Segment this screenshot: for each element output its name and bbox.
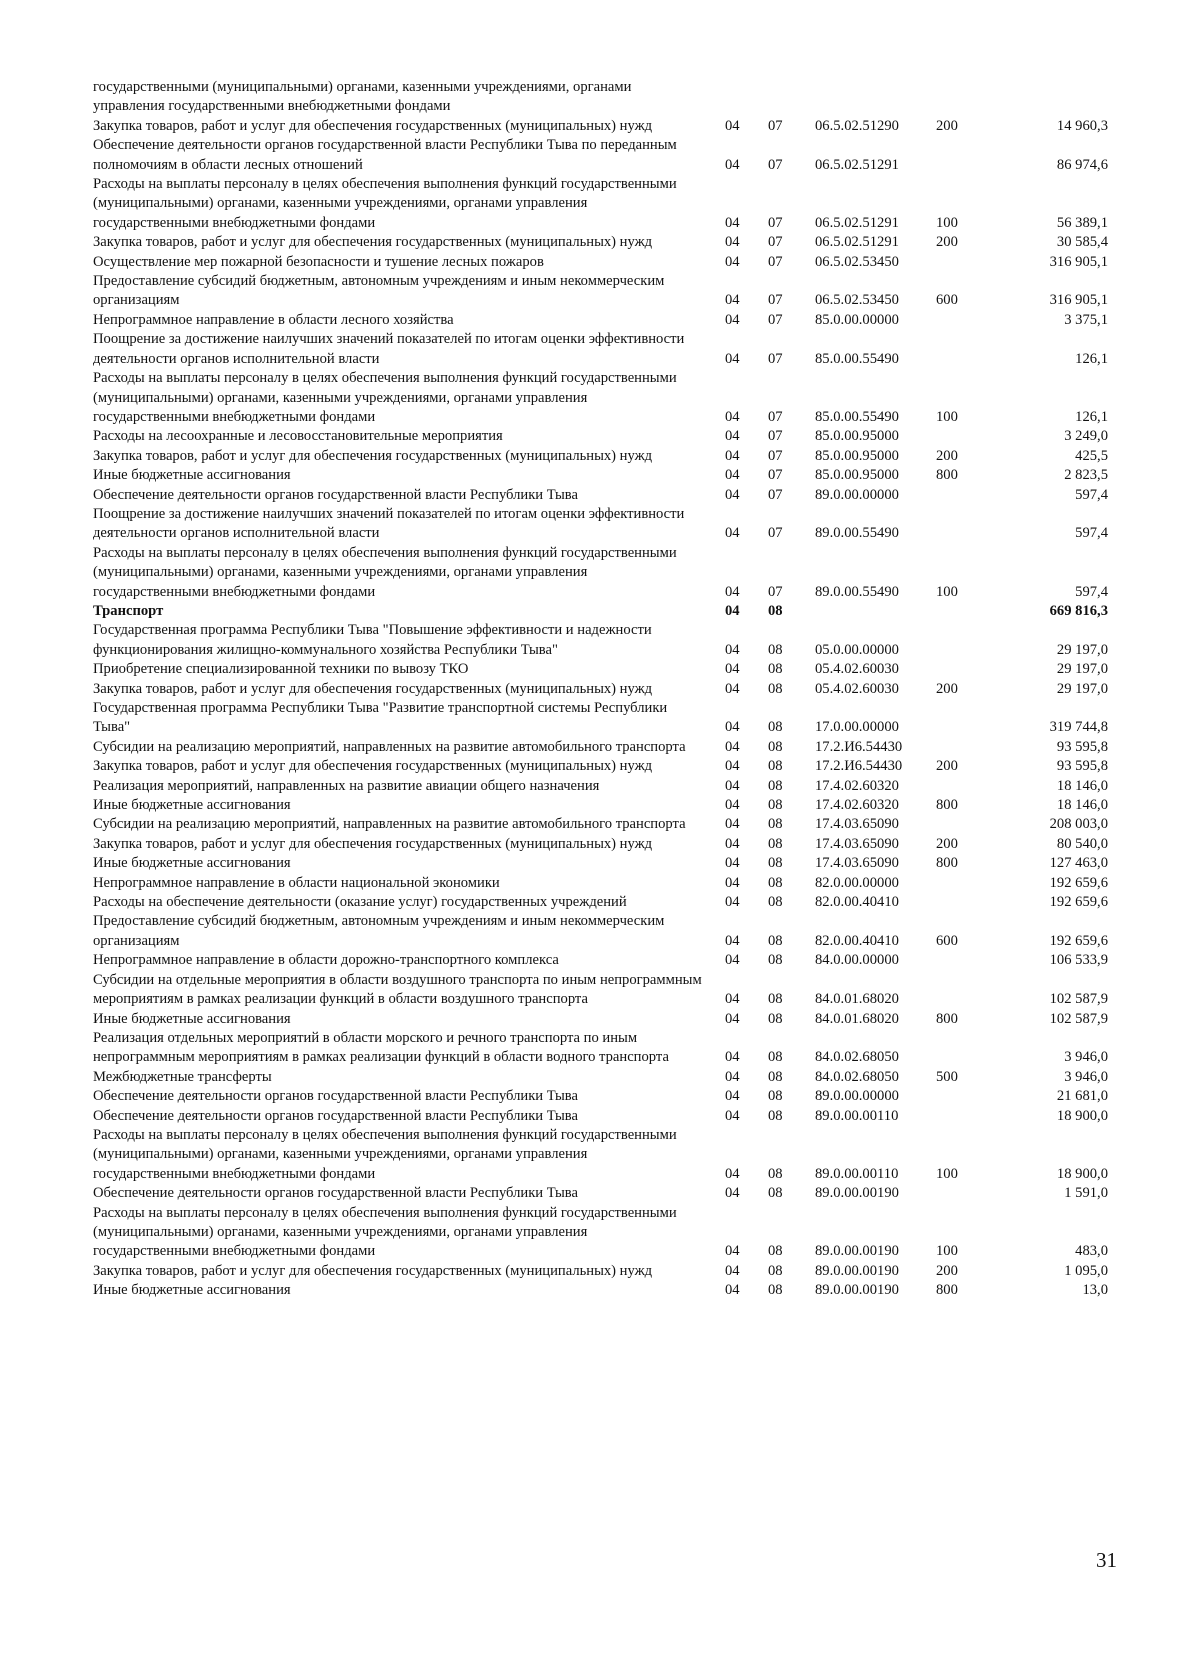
table-row [93,369,1108,427]
subsection-code: 08 [768,894,783,911]
expense-type-code: 200 [936,234,958,251]
amount: 192 659,6 [1049,894,1108,911]
target-article-code: 85.0.00.95000 [815,447,899,464]
target-article-code: 06.5.02.53450 [815,292,899,309]
target-article-code: 17.0.00.00000 [815,719,899,736]
section-code: 04 [725,719,740,736]
target-article-code: 06.5.02.51291 [815,156,899,173]
target-article-code: 89.0.00.00190 [815,1243,899,1260]
table-row [93,466,1108,485]
section-code: 04 [725,408,740,425]
amount: 29 197,0 [1056,641,1108,658]
target-article-code: 85.0.00.55490 [815,350,899,367]
target-article-code: 06.5.02.51291 [815,214,899,231]
target-article-code: 89.0.00.00000 [815,1088,899,1105]
section-code: 04 [725,292,740,309]
section-code: 04 [725,1262,740,1279]
table-row [93,912,1108,951]
row-description: Иные бюджетные ассигнования [93,1010,291,1027]
row-description: Межбюджетные трансферты [93,1068,272,1085]
row-description: Иные бюджетные ассигнования [93,467,291,484]
subsection-code: 08 [768,661,783,678]
amount: 93 595,8 [1056,738,1108,755]
subsection-code: 08 [768,1282,783,1299]
section-code: 04 [725,797,740,814]
subsection-code: 08 [768,719,783,736]
amount: 597,4 [1075,486,1108,503]
table-row [93,311,1108,330]
amount: 21 681,0 [1056,1088,1108,1105]
row-description: Закупка товаров, работ и услуг для обеспечения государственных (муниципальных) нужд [93,117,653,134]
amount: 86 974,6 [1056,156,1108,173]
subsection-code: 07 [768,486,783,503]
section-code: 04 [725,991,740,1008]
target-article-code: 84.0.02.68050 [815,1049,899,1066]
subsection-code: 08 [768,952,783,969]
subsection-code: 08 [768,932,783,949]
target-article-code: 85.0.00.55490 [815,408,899,425]
subsection-code: 07 [768,214,783,231]
section-code: 04 [725,1243,740,1260]
amount: 425,5 [1075,447,1108,464]
amount: 29 197,0 [1056,661,1108,678]
expense-type-code: 100 [936,1243,958,1260]
table-row [93,505,1108,544]
table-row [93,1262,1108,1281]
section-code: 04 [725,738,740,755]
section-code: 04 [725,447,740,464]
amount: 18 900,0 [1056,1165,1108,1182]
section-code: 04 [725,1107,740,1124]
table-row [93,777,1108,796]
row-description: Расходы на лесоохранные и лесовосстановительные мероприятия [93,428,503,445]
subsection-code: 08 [768,680,783,697]
row-description: Предоставление субсидий бюджетным, автономным учреждениям и иным некоммерческим организациям [93,913,665,949]
subsection-code: 07 [768,350,783,367]
section-code: 04 [725,1068,740,1085]
amount: 30 585,4 [1056,234,1108,251]
subsection-code: 07 [768,311,783,328]
table-row [93,602,1108,621]
row-description: Осуществление мер пожарной безопасности и тушение лесных пожаров [93,253,544,270]
amount: 597,4 [1075,525,1108,542]
section-code: 04 [725,855,740,872]
table-row [93,175,1108,233]
section-code: 04 [725,311,740,328]
row-description: Расходы на выплаты персоналу в целях обеспечения выполнения функций государственными (муниципальными) органами, казенными учреждениями, органами управления государственными внебюджетными фондами [93,544,677,600]
section-code: 04 [725,661,740,678]
subsection-code: 08 [768,991,783,1008]
row-description: Непрограммное направление в области лесного хозяйства [93,311,454,328]
target-article-code: 06.5.02.51291 [815,234,899,251]
table-row [93,835,1108,854]
section-code: 04 [725,1049,740,1066]
row-description: Расходы на выплаты персоналу в целях обеспечения выполнения функций государственными (муниципальными) органами, казенными учреждениями, органами управления государственными внебюджетными фондами [93,1204,677,1260]
subsection-code: 08 [768,602,783,619]
expense-type-code: 500 [936,1068,958,1085]
subsection-code: 07 [768,117,783,134]
amount: 126,1 [1075,350,1108,367]
amount: 106 533,9 [1049,952,1108,969]
target-article-code: 89.0.00.00190 [815,1262,899,1279]
row-description: Иные бюджетные ассигнования [93,855,291,872]
row-description: Государственная программа Республики Тыва "Развитие транспортной системы Республики Тыва" [93,700,668,736]
table-row [93,815,1108,834]
amount: 29 197,0 [1056,680,1108,697]
row-description: Закупка товаров, работ и услуг для обеспечения государственных (муниципальных) нужд [93,680,653,697]
subsection-code: 08 [768,641,783,658]
table-row [93,1087,1108,1106]
section-code: 04 [725,1088,740,1105]
subsection-code: 08 [768,1010,783,1027]
table-row [93,1204,1108,1262]
amount: 1 591,0 [1064,1185,1108,1202]
expense-type-code: 800 [936,797,958,814]
amount: 18 146,0 [1056,777,1108,794]
table-row [93,660,1108,679]
subsection-code: 07 [768,156,783,173]
expense-type-code: 800 [936,855,958,872]
amount: 126,1 [1075,408,1108,425]
amount: 14 960,3 [1056,117,1108,134]
subsection-code: 08 [768,1262,783,1279]
table-row [93,699,1108,738]
section-code: 04 [725,952,740,969]
table-row [93,1107,1108,1126]
row-description: Закупка товаров, работ и услуг для обеспечения государственных (муниципальных) нужд [93,835,653,852]
section-code: 04 [725,486,740,503]
subsection-code: 07 [768,253,783,270]
subsection-code: 08 [768,1088,783,1105]
subsection-code: 07 [768,525,783,542]
table-row [93,253,1108,272]
target-article-code: 17.4.03.65090 [815,835,899,852]
table-row [93,971,1108,1010]
expense-type-code: 600 [936,292,958,309]
target-article-code: 05.4.02.60030 [815,661,899,678]
row-description: Иные бюджетные ассигнования [93,797,291,814]
row-description: Закупка товаров, работ и услуг для обеспечения государственных (муниципальных) нужд [93,1262,653,1279]
expense-type-code: 200 [936,447,958,464]
row-description: Обеспечение деятельности органов государственной власти Республики Тыва [93,1107,578,1124]
expense-type-code: 600 [936,932,958,949]
amount: 102 587,9 [1049,1010,1108,1027]
expense-type-code: 100 [936,214,958,231]
subsection-code: 08 [768,1243,783,1260]
section-code: 04 [725,641,740,658]
table-row [93,1010,1108,1029]
row-description: Обеспечение деятельности органов государственной власти Республики Тыва [93,1088,578,1105]
subsection-code: 07 [768,292,783,309]
section-code: 04 [725,214,740,231]
target-article-code: 05.4.02.60030 [815,680,899,697]
section-code: 04 [725,428,740,445]
table-row [93,1126,1108,1184]
row-description: Субсидии на отдельные мероприятия в области воздушного транспорта по иным непрограммным мероприятиям в рамках реализации функций в области воздушного транспорта [93,971,702,1008]
subsection-code: 07 [768,447,783,464]
section-code: 04 [725,1282,740,1299]
table-row [93,854,1108,873]
amount: 3 375,1 [1064,311,1108,328]
target-article-code: 17.4.03.65090 [815,816,899,833]
table-row [93,1184,1108,1203]
table-row [93,427,1108,446]
budget-table [93,78,1108,1301]
row-description: Приобретение специализированной техники по вывозу ТКО [93,661,469,678]
subsection-code: 08 [768,1107,783,1124]
amount: 18 146,0 [1056,797,1108,814]
target-article-code: 85.0.00.95000 [815,428,899,445]
amount: 56 389,1 [1056,214,1108,231]
table-row [93,78,1108,117]
subsection-code: 07 [768,583,783,600]
table-row [93,757,1108,776]
amount: 102 587,9 [1049,991,1108,1008]
table-row [93,447,1108,466]
subsection-code: 08 [768,816,783,833]
subsection-code: 08 [768,1068,783,1085]
amount: 3 946,0 [1064,1068,1108,1085]
section-code: 04 [725,156,740,173]
section-code: 04 [725,1010,740,1027]
section-code: 04 [725,350,740,367]
section-code: 04 [725,602,740,619]
target-article-code: 89.0.00.00000 [815,486,899,503]
table-row [93,486,1108,505]
table-row [93,272,1108,311]
target-article-code: 89.0.00.00190 [815,1185,899,1202]
target-article-code: 89.0.00.55490 [815,583,899,600]
expense-type-code: 800 [936,1010,958,1027]
table-row [93,621,1108,660]
expense-type-code: 200 [936,1262,958,1279]
target-article-code: 84.0.00.00000 [815,952,899,969]
target-article-code: 89.0.00.00110 [815,1165,899,1182]
amount: 18 900,0 [1056,1107,1108,1124]
table-row [93,680,1108,699]
amount: 319 744,8 [1049,719,1108,736]
section-code: 04 [725,777,740,794]
target-article-code: 17.2.И6.54430 [815,758,903,775]
expense-type-code: 200 [936,835,958,852]
expense-type-code: 200 [936,680,958,697]
amount: 669 816,3 [1049,602,1108,619]
target-article-code: 89.0.00.00110 [815,1107,899,1124]
row-description: Расходы на обеспечение деятельности (оказание услуг) государственных учреждений [93,894,627,911]
row-description: Государственная программа Республики Тыва "Повышение эффективности и надежности функционирования жилищно-коммунального хозяйства Республики Тыва" [93,622,652,658]
amount: 3 249,0 [1064,428,1108,445]
section-code: 04 [725,932,740,949]
section-code: 04 [725,467,740,484]
subsection-code: 08 [768,758,783,775]
row-description: Реализация отдельных мероприятий в области морского и речного транспорта по иным непрограммным мероприятиям в рамках реализации функций в области водного транспорта [93,1029,669,1066]
table-row [93,136,1108,175]
row-description: Закупка товаров, работ и услуг для обеспечения государственных (муниципальных) нужд [93,234,653,251]
target-article-code: 05.0.00.00000 [815,641,899,658]
subsection-code: 08 [768,1165,783,1182]
row-description: Закупка товаров, работ и услуг для обеспечения государственных (муниципальных) нужд [93,758,653,775]
section-code: 04 [725,1185,740,1202]
subsection-code: 07 [768,428,783,445]
row-description: Непрограммное направление в области национальной экономики [93,874,500,891]
row-description: Расходы на выплаты персоналу в целях обеспечения выполнения функций государственными (муниципальными) органами, казенными учреждениями, органами управления государственными внебюджетными фондами [93,1126,677,1182]
subsection-code: 08 [768,1185,783,1202]
amount: 316 905,1 [1049,292,1108,309]
row-description: Поощрение за достижение наилучших значений показателей по итогам оценки эффективности деятельности органов исполнительной власти [93,505,685,542]
row-description: государственными (муниципальными) органами, казенными учреждениями, органами управления государственными внебюджетными фондами [93,79,632,115]
section-code: 04 [725,525,740,542]
table-row [93,1281,1108,1300]
section-code: 04 [725,234,740,251]
target-article-code: 17.4.02.60320 [815,797,899,814]
row-description: Субсидии на реализацию мероприятий, направленных на развитие автомобильного транспорта [93,738,686,755]
table-row [93,796,1108,815]
row-description: Реализация мероприятий, направленных на развитие авиации общего назначения [93,777,600,794]
target-article-code: 89.0.00.55490 [815,525,899,542]
target-article-code: 82.0.00.40410 [815,894,899,911]
table-row [93,951,1108,970]
target-article-code: 84.0.01.68020 [815,1010,899,1027]
row-description: Транспорт [93,602,164,619]
row-description: Обеспечение деятельности органов государственной власти Республики Тыва [93,1185,578,1202]
amount: 127 463,0 [1049,855,1108,872]
subsection-code: 08 [768,777,783,794]
subsection-code: 08 [768,855,783,872]
target-article-code: 06.5.02.53450 [815,253,899,270]
amount: 483,0 [1075,1243,1108,1260]
amount: 2 823,5 [1064,467,1108,484]
table-row [93,117,1108,136]
row-description: Расходы на выплаты персоналу в целях обеспечения выполнения функций государственными (муниципальными) органами, казенными учреждениями, органами управления государственными внебюджетными фондами [93,370,677,425]
section-code: 04 [725,117,740,134]
table-row [93,893,1108,912]
expense-type-code: 100 [936,408,958,425]
section-code: 04 [725,894,740,911]
target-article-code: 85.0.00.00000 [815,311,899,328]
row-description: Непрограммное направление в области дорожно-транспортного комплекса [93,952,559,969]
row-description: Субсидии на реализацию мероприятий, направленных на развитие автомобильного транспорта [93,816,686,833]
row-description: Обеспечение деятельности органов государственной власти Республики Тыва [93,486,578,503]
row-description: Поощрение за достижение наилучших значений показателей по итогам оценки эффективности деятельности органов исполнительной власти [93,331,685,367]
target-article-code: 84.0.02.68050 [815,1068,899,1085]
expense-type-code: 100 [936,583,958,600]
target-article-code: 84.0.01.68020 [815,991,899,1008]
section-code: 04 [725,583,740,600]
expense-type-code: 800 [936,1282,958,1299]
table-row [93,1029,1108,1068]
section-code: 04 [725,874,740,891]
amount: 80 540,0 [1056,835,1108,852]
table-row [93,1068,1108,1087]
subsection-code: 07 [768,467,783,484]
target-article-code: 17.2.И6.54430 [815,738,903,755]
target-article-code: 82.0.00.40410 [815,932,899,949]
subsection-code: 07 [768,408,783,425]
subsection-code: 07 [768,234,783,251]
amount: 597,4 [1075,583,1108,600]
expense-type-code: 800 [936,467,958,484]
amount: 192 659,6 [1049,932,1108,949]
table-row [93,544,1108,602]
target-article-code: 17.4.02.60320 [815,777,899,794]
page-number: 31 [1096,1548,1117,1572]
target-article-code: 06.5.02.51290 [815,117,899,134]
target-article-code: 85.0.00.95000 [815,467,899,484]
section-code: 04 [725,835,740,852]
row-description: Закупка товаров, работ и услуг для обеспечения государственных (муниципальных) нужд [93,447,653,464]
table-row [93,330,1108,369]
row-description: Расходы на выплаты персоналу в целях обеспечения выполнения функций государственными (муниципальными) органами, казенными учреждениями, органами управления государственными внебюджетными фондами [93,176,677,231]
subsection-code: 08 [768,874,783,891]
subsection-code: 08 [768,835,783,852]
target-article-code: 89.0.00.00190 [815,1282,899,1299]
amount: 3 946,0 [1064,1049,1108,1066]
section-code: 04 [725,253,740,270]
amount: 1 095,0 [1064,1262,1108,1279]
expense-type-code: 200 [936,117,958,134]
section-code: 04 [725,1165,740,1182]
table-row [93,233,1108,252]
table-row [93,738,1108,757]
amount: 13,0 [1082,1282,1108,1299]
amount: 93 595,8 [1056,758,1108,775]
row-description: Иные бюджетные ассигнования [93,1282,291,1299]
expense-type-code: 200 [936,758,958,775]
amount: 192 659,6 [1049,874,1108,891]
amount: 316 905,1 [1049,253,1108,270]
row-description: Предоставление субсидий бюджетным, автономным учреждениям и иным некоммерческим организациям [93,273,665,309]
target-article-code: 17.4.03.65090 [815,855,899,872]
section-code: 04 [725,680,740,697]
section-code: 04 [725,816,740,833]
subsection-code: 08 [768,797,783,814]
table-row [93,874,1108,893]
subsection-code: 08 [768,1049,783,1066]
target-article-code: 82.0.00.00000 [815,874,899,891]
expense-type-code: 100 [936,1165,958,1182]
row-description: Обеспечение деятельности органов государственной власти Республики Тыва по переданным полномочиям в области лесных отношений [93,137,677,173]
amount: 208 003,0 [1049,816,1108,833]
section-code: 04 [725,758,740,775]
subsection-code: 08 [768,738,783,755]
